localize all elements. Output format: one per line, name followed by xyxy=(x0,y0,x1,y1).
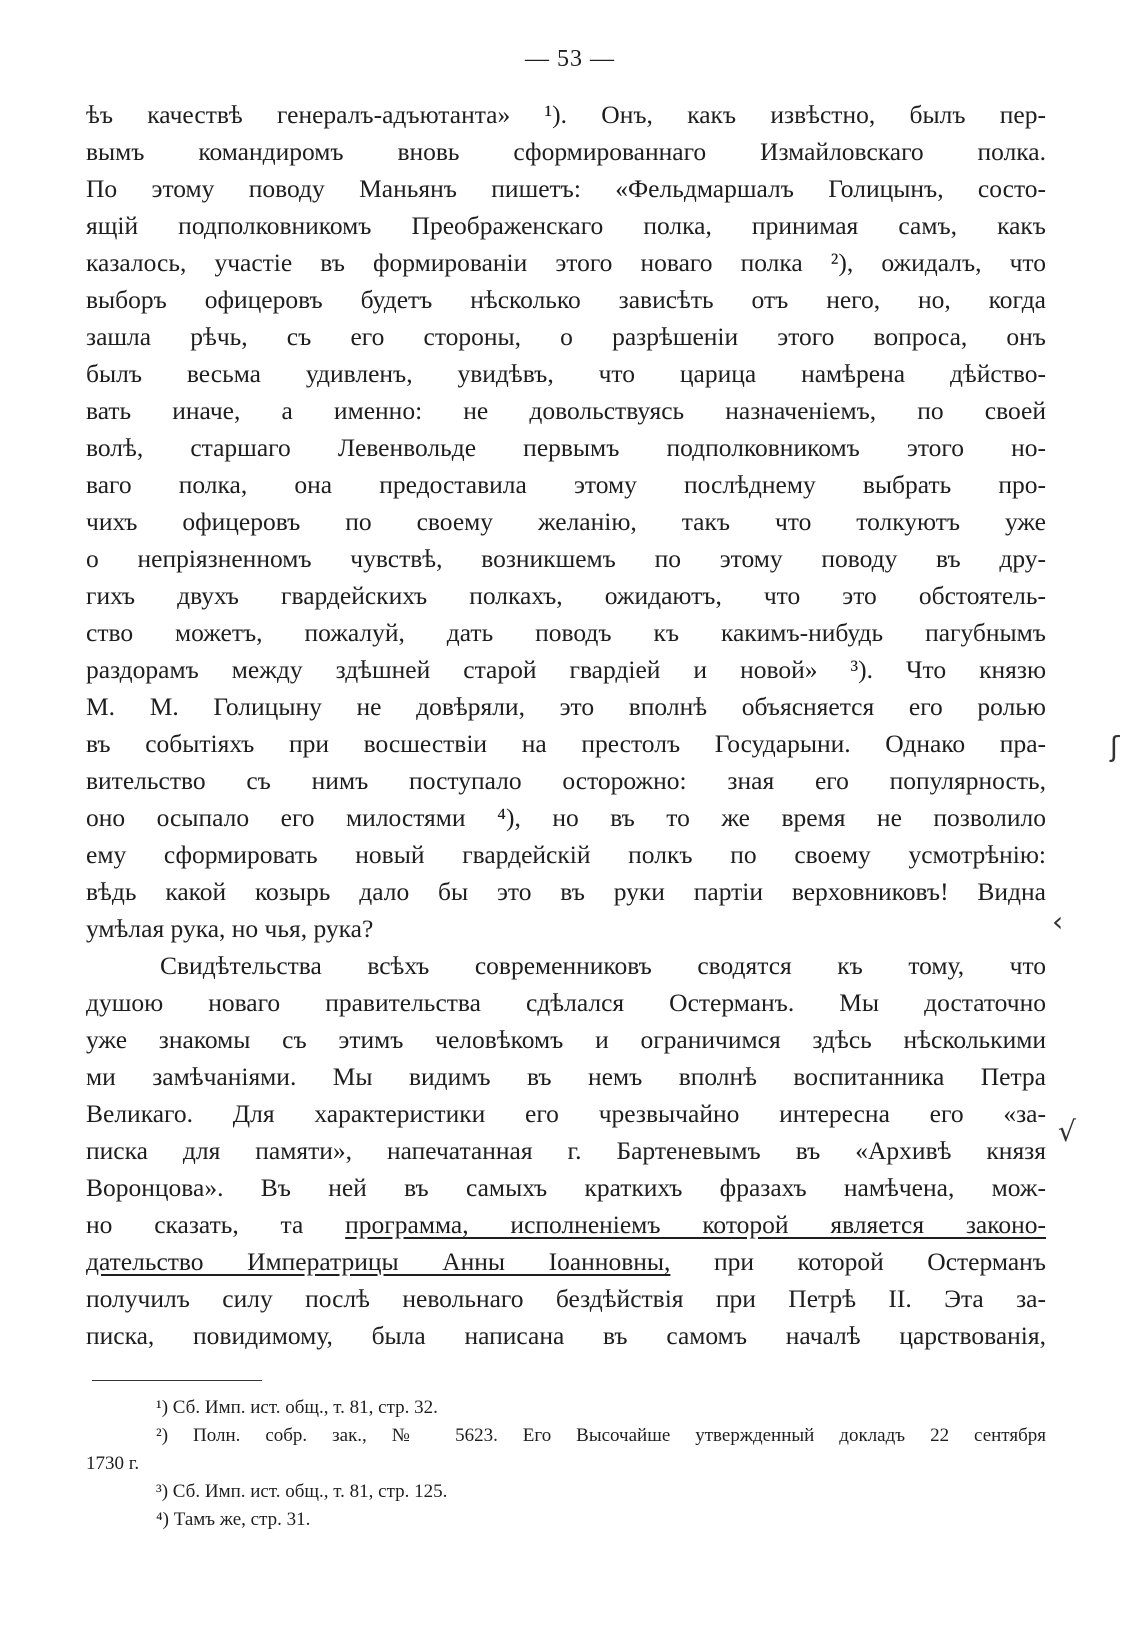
text-line: вительство съ нимъ поступало осторожно: зная его популярность, xyxy=(86,766,1046,795)
text-line: оно осыпало его милостями ⁴), но въ то же время не позволило xyxy=(86,803,1046,832)
footnote-divider xyxy=(92,1380,262,1381)
margin-mark: √ xyxy=(1058,1115,1076,1148)
text-line: Великаго. Для характеристики его чрезвычайно интересна его «за- xyxy=(86,1099,1046,1128)
text-line: въ событіяхъ при восшествіи на престолъ Государыни. Однако пра- xyxy=(86,729,1046,758)
text-line: ство можетъ, пожалуй, дать поводъ къ какимъ-нибудь пагубнымъ xyxy=(86,618,1046,647)
footnote: ¹) Сб. Имп. ист. общ., т. 81, стр. 32. xyxy=(156,1397,438,1418)
text-line: душою новаго правительства сдѣлался Остерманъ. Мы достаточно xyxy=(86,988,1046,1017)
margin-mark: ‹ xyxy=(1052,905,1064,938)
text-line: умѣлая рука, но чья, рука? xyxy=(86,914,374,943)
margin-mark: ʃ xyxy=(1110,730,1120,763)
text-line: о непріязненномъ чувствѣ, возникшемъ по этому поводу въ дру- xyxy=(86,544,1046,573)
footnotes xyxy=(86,1394,1046,1534)
footnote: ³) Сб. Имп. ист. общ., т. 81, стр. 125. xyxy=(156,1481,448,1502)
underlined-phrase: программа, исполненіемъ которой является законо- xyxy=(345,1210,1046,1239)
text-line: волѣ, старшаго Левенвольде первымъ подполковникомъ этого но- xyxy=(86,433,1046,462)
text-line: писка, повидимому, была написана въ самомъ началѣ царствованія, xyxy=(86,1321,1046,1350)
text-line: вымъ командиромъ вновь сформированнаго Измайловскаго полка. xyxy=(86,137,1046,166)
underlined-text-line xyxy=(86,1243,1046,1280)
text-segment: но сказать, та xyxy=(86,1210,346,1239)
underlined-phrase: дательство Императрицы Анны Іоанновны, xyxy=(86,1247,671,1276)
text-line: казалось, участіе въ формированіи этого новаго полка ²), ожидалъ, что xyxy=(86,248,1046,277)
text-line: былъ весьма удивленъ, увидѣвъ, что царица намѣрена дѣйство- xyxy=(86,359,1046,388)
footnote: ⁴) Тамъ же, стр. 31. xyxy=(156,1509,311,1530)
paragraph-start-line: Свидѣтельства всѣхъ современниковъ сводятся къ тому, что xyxy=(160,951,1046,980)
text-line: гихъ двухъ гвардейскихъ полкахъ, ожидаютъ, что это обстоятель- xyxy=(86,581,1046,610)
text-line: ми замѣчаніями. Мы видимъ въ немъ вполнѣ воспитанника Петра xyxy=(86,1062,1046,1091)
text-line: раздорамъ между здѣшней старой гвардіей и новой» ³). Что князю xyxy=(86,655,1046,684)
text-line: ему сформировать новый гвардейскій полкъ по своему усмотрѣнію: xyxy=(86,840,1046,869)
footnote: ²) Полн. собр. зак., № 5623. Его Высочайше утвержденный докладъ 22 сентября xyxy=(156,1425,1046,1446)
text-line: ваго полка, она предоставила этому послѣднему выбрать про- xyxy=(86,470,1046,499)
text-line: По этому поводу Маньянъ пишетъ: «Фельдмаршалъ Голицынъ, состо- xyxy=(86,174,1046,203)
text-line: выборъ офицеровъ будетъ нѣсколько зависѣть отъ него, но, когда xyxy=(86,285,1046,314)
underlined-text-line xyxy=(86,1206,1046,1243)
text-line: М. М. Голицыну не довѣряли, это вполнѣ объясняется его ролью xyxy=(86,692,1046,721)
text-segment: при которой Остерманъ xyxy=(670,1247,1046,1276)
text-line: вать иначе, а именно: не довольствуясь назначеніемъ, по своей xyxy=(86,396,1046,425)
text-line: ѣъ качествѣ генералъ-адъютанта» ¹). Онъ, какъ извѣстно, былъ пер- xyxy=(86,100,1046,129)
text-line: чихъ офицеровъ по своему желанію, такъ что толкуютъ уже xyxy=(86,507,1046,536)
text-line: Воронцова». Въ ней въ самыхъ краткихъ фразахъ намѣчена, мож- xyxy=(86,1173,1046,1202)
text-line: вѣдь какой козырь дало бы это въ руки партіи верховниковъ! Видна xyxy=(86,877,1046,906)
text-line: ящій подполковникомъ Преображенскаго полка, принимая самъ, какъ xyxy=(86,211,1046,240)
main-text xyxy=(86,96,1046,1354)
text-line: уже знакомы съ этимъ человѣкомъ и ограничимся здѣсь нѣсколькими xyxy=(86,1025,1046,1054)
text-line: зашла рѣчь, съ его стороны, о разрѣшеніи этого вопроса, онъ xyxy=(86,322,1046,351)
footnote-continuation: 1730 г. xyxy=(86,1453,140,1474)
text-line: получилъ силу послѣ невольнаго бездѣйствія при Петрѣ II. Эта за- xyxy=(86,1284,1046,1313)
page-number: — 53 — xyxy=(525,46,615,72)
text-line: писка для памяти», напечатанная г. Бартеневымъ въ «Архивѣ князя xyxy=(86,1136,1046,1165)
